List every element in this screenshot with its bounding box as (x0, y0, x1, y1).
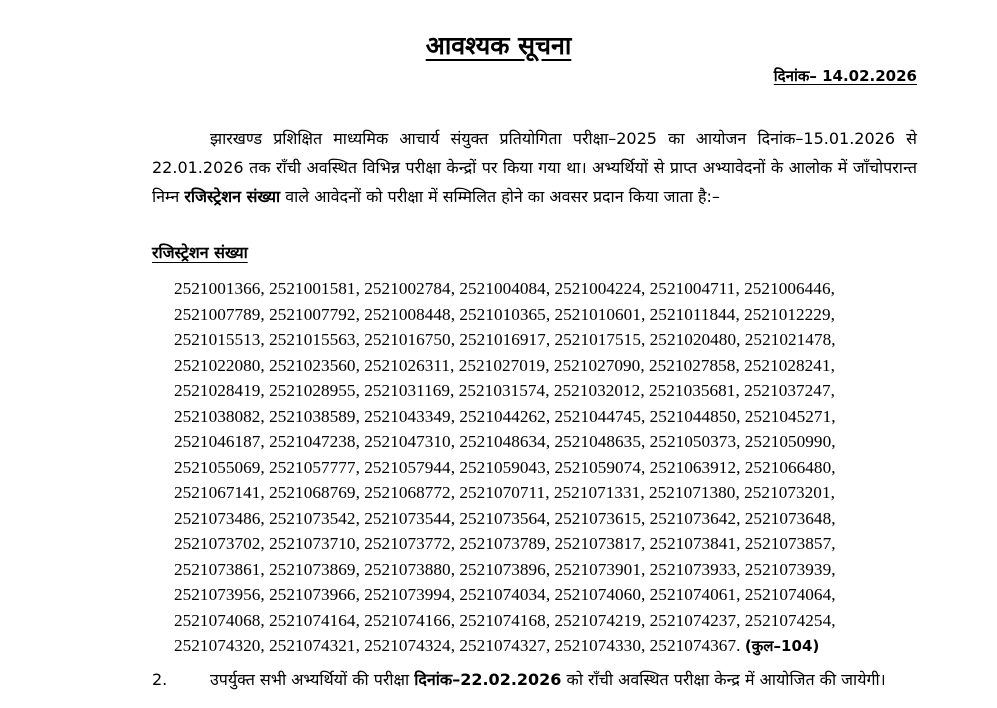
registration-line: 2521074068, 2521074164, 2521074166, 2521074168, 2521074219, 2521074237, 2521074254, (174, 610, 836, 630)
registration-line: 2521007789, 2521007792, 2521008448, 2521010365, 2521010601, 2521011844, 2521012229, (174, 304, 835, 324)
item-2-number: 2. (152, 670, 168, 689)
registration-line: 2521015513, 2521015563, 2521016750, 2521016917, 2521017515, 2521020480, 2521021478, (174, 330, 836, 349)
total-count: (कुल–104) (744, 637, 820, 655)
intro-text-part1: झारखण्ड प्रशिक्षित माध्यमिक आचार्य संयुक्त प्रतियोगिता परीक्षा–2025 का आयोजन दिनांक–15.01.2026 से 22.01.2026 तक राँची अवस्थित विभिन्न परीक्षा केन्द्रों पर किया गया था। अभ्यर्थियों से प्राप्त अभ्यावेदनों के आलोक में जाँचोपरान्त निम्न (152, 129, 917, 206)
registration-line: 2521028419, 2521028955, 2521031169, 2521031574, 2521032012, 2521035681, 2521037247, (174, 381, 835, 400)
item-2-text-part1: उपर्युक्त सभी अभ्यर्थियों की परीक्षा (210, 670, 410, 689)
registration-line: 2521038082, 2521038589, 2521043349, 2521044262, 2521044745, 2521044850, 2521045271, (174, 406, 836, 426)
item-2-date: दिनांक–22.02.2026 (414, 670, 562, 689)
intro-text-part2: वाले आवेदनों को परीक्षा में सम्मिलित होने का अवसर प्रदान किया जाता है:– (285, 187, 720, 206)
registration-heading: रजिस्ट्रेशन संख्या (152, 243, 248, 262)
item-2-paragraph (152, 665, 917, 694)
registration-line: 2521067141, 2521068769, 2521068772, 2521070711, 2521071331, 2521071380, 2521073201, (174, 483, 835, 502)
registration-line: 2521022080, 2521023560, 2521026311, 2521027019, 2521027090, 2521027858, 2521028241, (174, 355, 835, 375)
registration-line: 2521073956, 2521073966, 2521073994, 2521074034, 2521074060, 2521074061, 2521074064, (174, 585, 836, 604)
registration-number-list (174, 276, 914, 659)
intro-text-bold: रजिस्ट्रेशन संख्या (184, 187, 281, 206)
registration-line: 2521073486, 2521073542, 2521073544, 2521073564, 2521073615, 2521073642, 2521073648, (174, 508, 836, 528)
notice-title: आवश्यक सूचना (425, 31, 572, 60)
registration-line: 2521073702, 2521073710, 2521073772, 2521073789, 2521073817, 2521073841, 2521073857, (174, 534, 836, 553)
registration-line: 2521001366, 2521001581, 2521002784, 2521004084, 2521004224, 2521004711, 2521006446, (174, 279, 835, 298)
registration-line: 2521055069, 2521057777, 2521057944, 2521059043, 2521059074, 2521063912, 2521066480, (174, 457, 836, 477)
notice-date: दिनांक– 14.02.2026 (773, 67, 917, 85)
registration-line: 2521046187, 2521047238, 2521047310, 2521048634, 2521048635, 2521050373, 2521050990, (174, 432, 836, 451)
registration-line-last (174, 633, 914, 659)
registration-line: 2521073861, 2521073869, 2521073880, 2521073896, 2521073901, 2521073933, 2521073939, (174, 559, 836, 579)
intro-paragraph (152, 124, 917, 211)
item-2-text-part2: को राँची अवस्थित परीक्षा केन्द्र में आयोजित की जायेगी। (566, 670, 886, 689)
registration-line-text: 2521074320, 2521074321, 2521074324, 2521074327, 2521074330, 2521074367. (174, 636, 741, 655)
